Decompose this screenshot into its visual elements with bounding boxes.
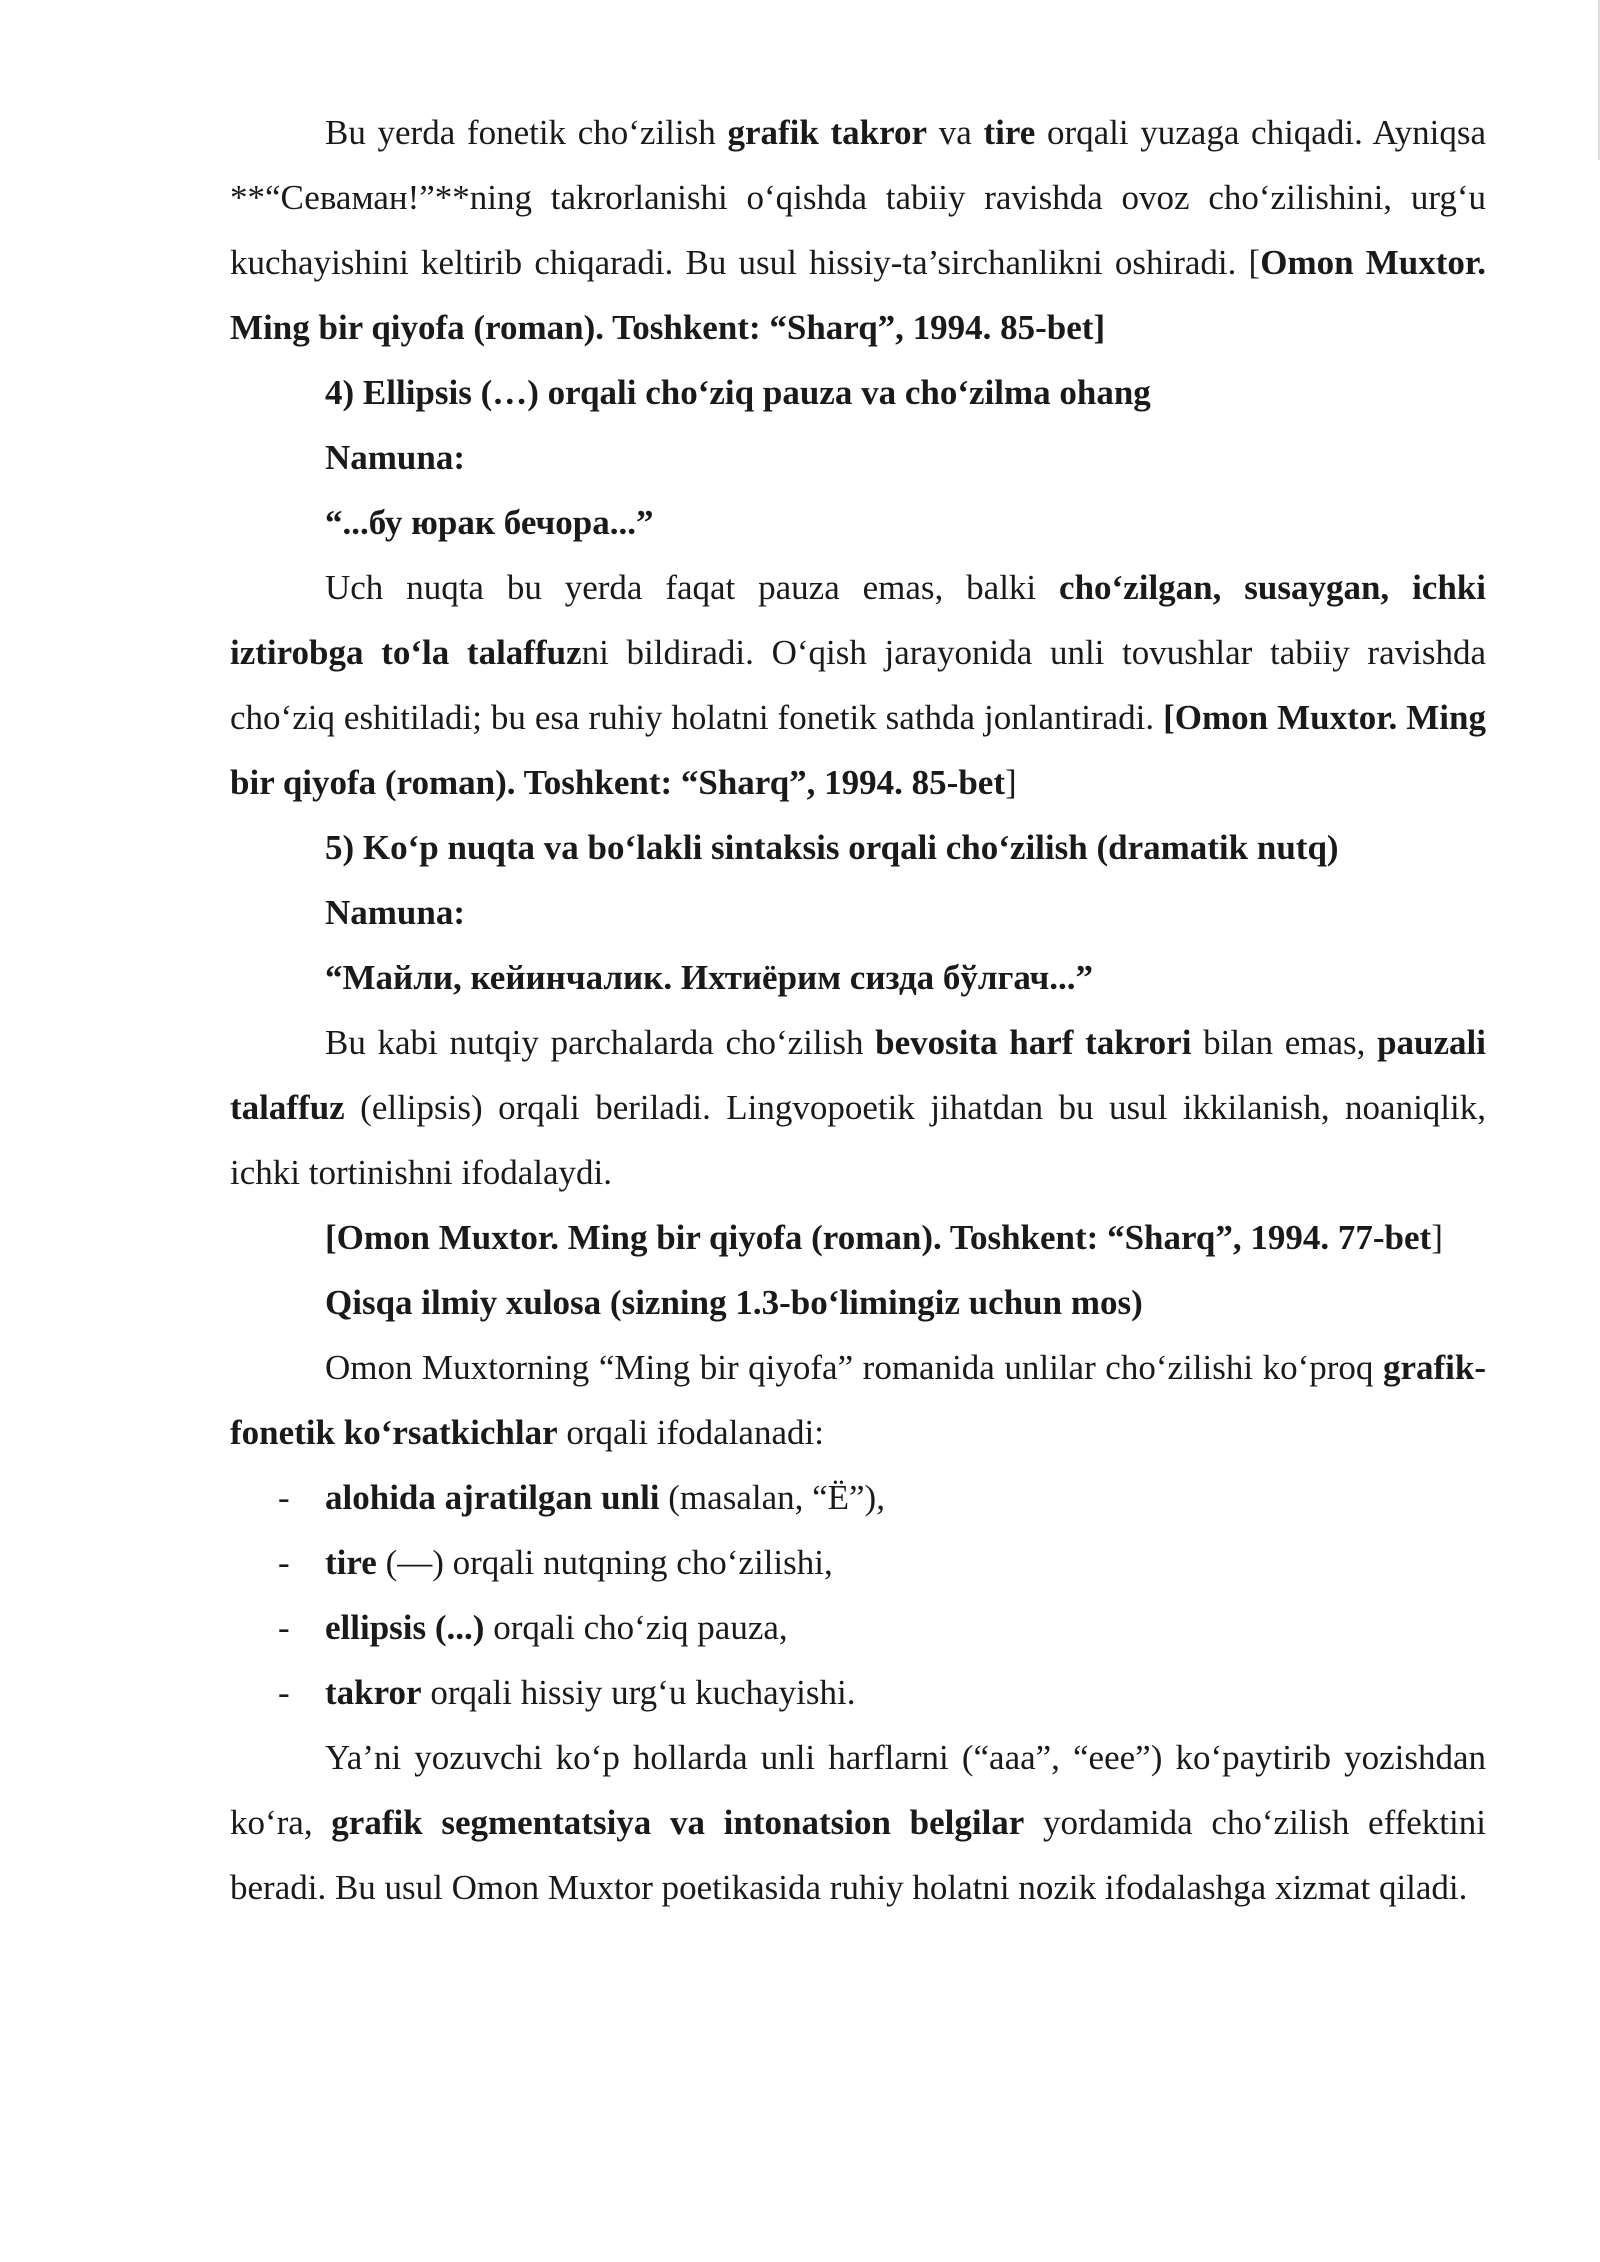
list-dash: -	[278, 1478, 290, 1517]
para-3	[230, 1010, 1486, 1205]
bold-text-run: [Omon Muxtor. Ming bir qiyofa (roman). Toshkent: “Sharq”, 1994. 77-bet	[325, 1218, 1432, 1257]
namuna-1: Namuna:	[325, 438, 466, 477]
bold-text-run: tire	[325, 1543, 377, 1582]
para-1	[230, 100, 1486, 360]
bold-text-run: ellipsis (...)	[325, 1608, 485, 1647]
text-run: orqali ifodalanadi:	[557, 1413, 824, 1452]
para-5	[230, 1335, 1486, 1465]
list-item	[230, 1530, 1486, 1595]
heading-5: 5) Ko‘p nuqta va bo‘lakli sintaksis orqali cho‘zilish (dramatik nutq)	[325, 828, 1339, 867]
bold-text-run: [Omon Muxtor. Ming bir qiyofa (roman). Toshkent: “Sharq”, 1994. 85-bet	[230, 698, 1486, 802]
text-run: orqali cho‘ziq pauza,	[484, 1608, 788, 1647]
text-run: orqali yuzaga chiqadi. Ayniqsa **“Севаман!”**ning takrorlanishi o‘qishda tabiiy ravishda ovoz cho‘zilishini, urg‘u kuchayishini keltirib chiqaradi. Bu usul hissiy-ta’sirchanlikni oshiradi. [	[230, 113, 1487, 282]
heading-4: 4) Ellipsis (…) orqali cho‘ziq pauza va cho‘zilma ohang	[325, 373, 1151, 412]
para-4	[230, 1205, 1486, 1270]
example-2: “Майли, кейинчалик. Ихтиёрим сизда бўлгач...”	[325, 958, 1094, 997]
list-dash: -	[278, 1608, 290, 1647]
text-run: (masalan, “Ё”),	[659, 1478, 885, 1517]
text-run: (—) orqali nutqning cho‘zilishi,	[376, 1543, 833, 1582]
text-run: bilan emas,	[1191, 1023, 1378, 1062]
bold-text-run: bevosita harf takrori	[875, 1023, 1192, 1062]
text-run: ]	[1431, 1218, 1443, 1257]
bold-text-run: grafik takror	[727, 113, 928, 152]
bold-text-run: takror	[325, 1673, 422, 1712]
para-6	[230, 1725, 1486, 1920]
example-1: “...бу юрак бечора...”	[325, 503, 654, 542]
text-run: ni bildiradi. O‘qish jarayonida unli tovushlar tabiiy ravishda cho‘ziq eshitiladi; bu esa ruhiy holatni fonetik sathda jonlantiradi.	[230, 633, 1487, 737]
bold-text-run: grafik-fonetik ko‘rsatkichlar	[230, 1348, 1486, 1452]
heading-summary: Qisqa ilmiy xulosa (sizning 1.3-bo‘limingiz uchun mos)	[325, 1283, 1143, 1322]
text-run: Bu kabi nutqiy parchalarda cho‘zilish	[325, 1023, 876, 1062]
bold-text-run: cho‘zilgan, susaygan, ichki iztirobga to‘la talaffuz	[230, 568, 1486, 672]
text-run: yordamida cho‘zilish effektini beradi. Bu usul Omon Muxtor poetikasida ruhiy holatni nozik ifodalashga xizmat qiladi.	[230, 1803, 1486, 1907]
text-run: va	[927, 113, 984, 152]
text-run: (ellipsis) orqali beriladi. Lingvopoetik jihatdan bu usul ikkilanish, noaniqlik, ichki tortinishni ifodalaydi.	[230, 1088, 1486, 1192]
bold-text-run: grafik segmentatsiya va intonatsion belgilar	[331, 1803, 1025, 1842]
list-item	[230, 1465, 1486, 1530]
text-run: orqali hissiy urg‘u kuchayishi.	[421, 1673, 856, 1712]
bold-text-run: alohida ajratilgan unli	[325, 1478, 660, 1517]
para-2	[230, 555, 1486, 815]
text-run: Uch nuqta bu yerda faqat pauza emas, balki	[325, 568, 1060, 607]
bold-text-run: Omon Muxtor. Ming bir qiyofa (roman). Toshkent: “Sharq”, 1994. 85-bet]	[230, 243, 1486, 347]
list-dash: -	[278, 1543, 290, 1582]
list-item	[230, 1595, 1486, 1660]
document-page	[230, 100, 1486, 1920]
list-item	[230, 1660, 1486, 1725]
list-1	[230, 1465, 1486, 1725]
text-run: Omon Muxtorning “Ming bir qiyofa” romanida unlilar cho‘zilishi ko‘proq	[325, 1348, 1383, 1387]
namuna-2: Namuna:	[325, 893, 466, 932]
bold-text-run: tire	[983, 113, 1036, 152]
text-run: ]	[1005, 763, 1017, 802]
bold-text-run: pauzali talaffuz	[230, 1023, 1487, 1127]
text-run: Bu yerda fonetik cho‘zilish	[325, 113, 728, 152]
text-run: Ya’ni yozuvchi ko‘p hollarda unli harflarni (“aaa”, “eee”) ko‘paytirib yozishdan ko‘ra,	[230, 1738, 1486, 1842]
list-dash: -	[278, 1673, 290, 1712]
